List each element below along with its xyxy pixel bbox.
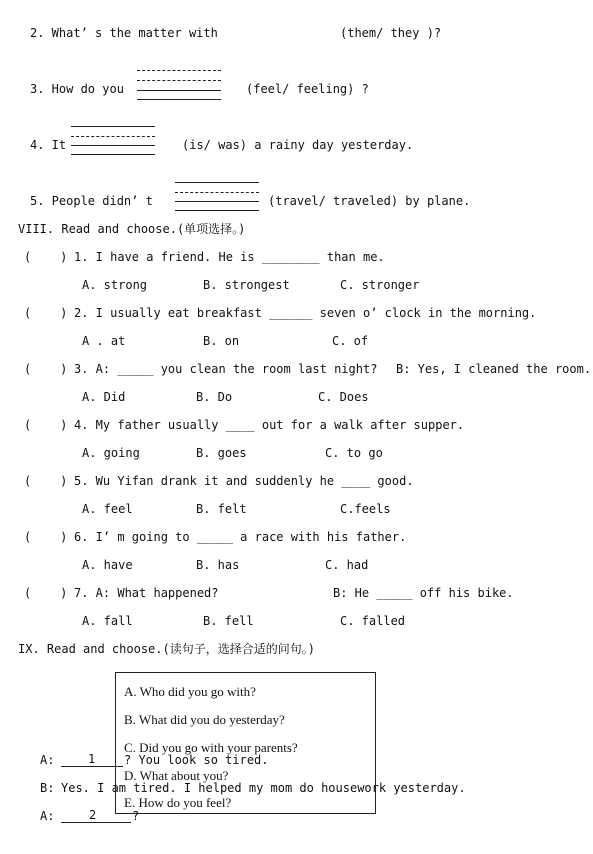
writing-line xyxy=(175,201,259,202)
box-option-a: A. Who did you go with? xyxy=(124,684,256,699)
option-a: A . at xyxy=(82,334,126,348)
option-b: B. goes xyxy=(196,446,247,460)
option-c: C.feels xyxy=(340,502,391,516)
answer-paren[interactable]: ( ) xyxy=(24,530,68,544)
answer-paren[interactable]: ( ) xyxy=(24,250,68,264)
blank-number-1: 1 xyxy=(88,752,96,766)
question-3: 3. A: _____ you clean the room last night? xyxy=(74,362,378,376)
option-c: C. had xyxy=(325,558,369,572)
writing-line xyxy=(71,136,155,137)
answer-paren[interactable]: ( ) xyxy=(24,362,68,376)
question-7: 7. A: What happened? xyxy=(74,586,219,600)
speaker-a: A: xyxy=(40,753,55,767)
writing-line xyxy=(175,210,259,211)
q4-text: 4. It xyxy=(30,138,67,152)
question-1: 1. I have a friend. He is ________ than me. xyxy=(74,250,385,264)
answer-paren[interactable]: ( ) xyxy=(24,418,68,432)
speaker-a: A: xyxy=(40,809,55,823)
question-3-response: B: Yes, I cleaned the room. xyxy=(396,362,592,376)
question-2: 2. I usually eat breakfast ______ seven o’ clock in the morning. xyxy=(74,306,537,320)
q5-text: 5. People didn’ t xyxy=(30,194,153,208)
box-option-b: B. What did you do yesterday? xyxy=(124,712,285,727)
answer-paren[interactable]: ( ) xyxy=(24,306,68,320)
answer-blank-1[interactable] xyxy=(61,766,123,767)
dialogue-line-1: ? You look so tired. xyxy=(124,753,269,767)
question-5: 5. Wu Yifan drank it and suddenly he ____ good. xyxy=(74,474,414,488)
option-c: C. of xyxy=(332,334,369,348)
question-4: 4. My father usually ____ out for a walk after supper. xyxy=(74,418,465,432)
box-option-c: C. Did you go with your parents? xyxy=(124,740,298,755)
option-c: C. to go xyxy=(325,446,383,460)
writing-line xyxy=(71,126,155,127)
option-b: B. on xyxy=(203,334,240,348)
option-c: C. stronger xyxy=(340,278,420,292)
writing-line xyxy=(137,70,221,71)
q4-choices: (is/ was) a rainy day yesterday. xyxy=(182,138,414,152)
option-a: A. going xyxy=(82,446,140,460)
writing-line xyxy=(137,80,221,81)
blank-number-2: 2 xyxy=(89,808,97,822)
writing-line xyxy=(137,99,221,100)
option-c: C. Does xyxy=(318,390,369,404)
option-c: C. falled xyxy=(340,614,406,628)
writing-line xyxy=(71,145,155,146)
q5-choices: (travel/ traveled) by plane. xyxy=(268,194,471,208)
option-b: B. strongest xyxy=(203,278,290,292)
question-7-response: B: He _____ off his bike. xyxy=(333,586,514,600)
dialogue-line-3: ? xyxy=(132,809,140,823)
speaker-b: B: xyxy=(40,781,55,795)
writing-line xyxy=(71,154,155,155)
writing-line xyxy=(175,192,259,193)
option-b: B. felt xyxy=(196,502,247,516)
option-b: B. fell xyxy=(203,614,254,628)
answer-paren[interactable]: ( ) xyxy=(24,586,68,600)
dialogue-line-2: Yes. I am tired. I helped my mom do housework yesterday. xyxy=(61,781,466,795)
answer-paren[interactable]: ( ) xyxy=(24,474,68,488)
option-a: A. fall xyxy=(82,614,133,628)
answer-blank-2[interactable] xyxy=(61,822,131,823)
writing-line xyxy=(175,182,259,183)
section-9-title: IX. Read and choose.(读句子，选择合适的问句。) xyxy=(18,642,315,656)
option-b: B. Do xyxy=(196,390,233,404)
option-a: A. have xyxy=(82,558,133,572)
option-a: A. feel xyxy=(82,502,133,516)
q2-text: 2. What’ s the matter with xyxy=(30,26,218,40)
box-option-d: D. What about you? xyxy=(124,768,229,783)
q3-choices: (feel/ feeling) ? xyxy=(246,82,369,96)
box-option-e: E. How do you feel? xyxy=(124,795,232,810)
section-8-title: VIII. Read and choose.(单项选择。) xyxy=(18,222,246,236)
option-a: A. Did xyxy=(82,390,126,404)
option-a: A. strong xyxy=(82,278,148,292)
q3-text: 3. How do you xyxy=(30,82,124,96)
writing-line xyxy=(137,90,221,91)
question-6: 6. I’ m going to _____ a race with his father. xyxy=(74,530,407,544)
q2-choices: (them/ they )? xyxy=(340,26,442,40)
option-b: B. has xyxy=(196,558,240,572)
